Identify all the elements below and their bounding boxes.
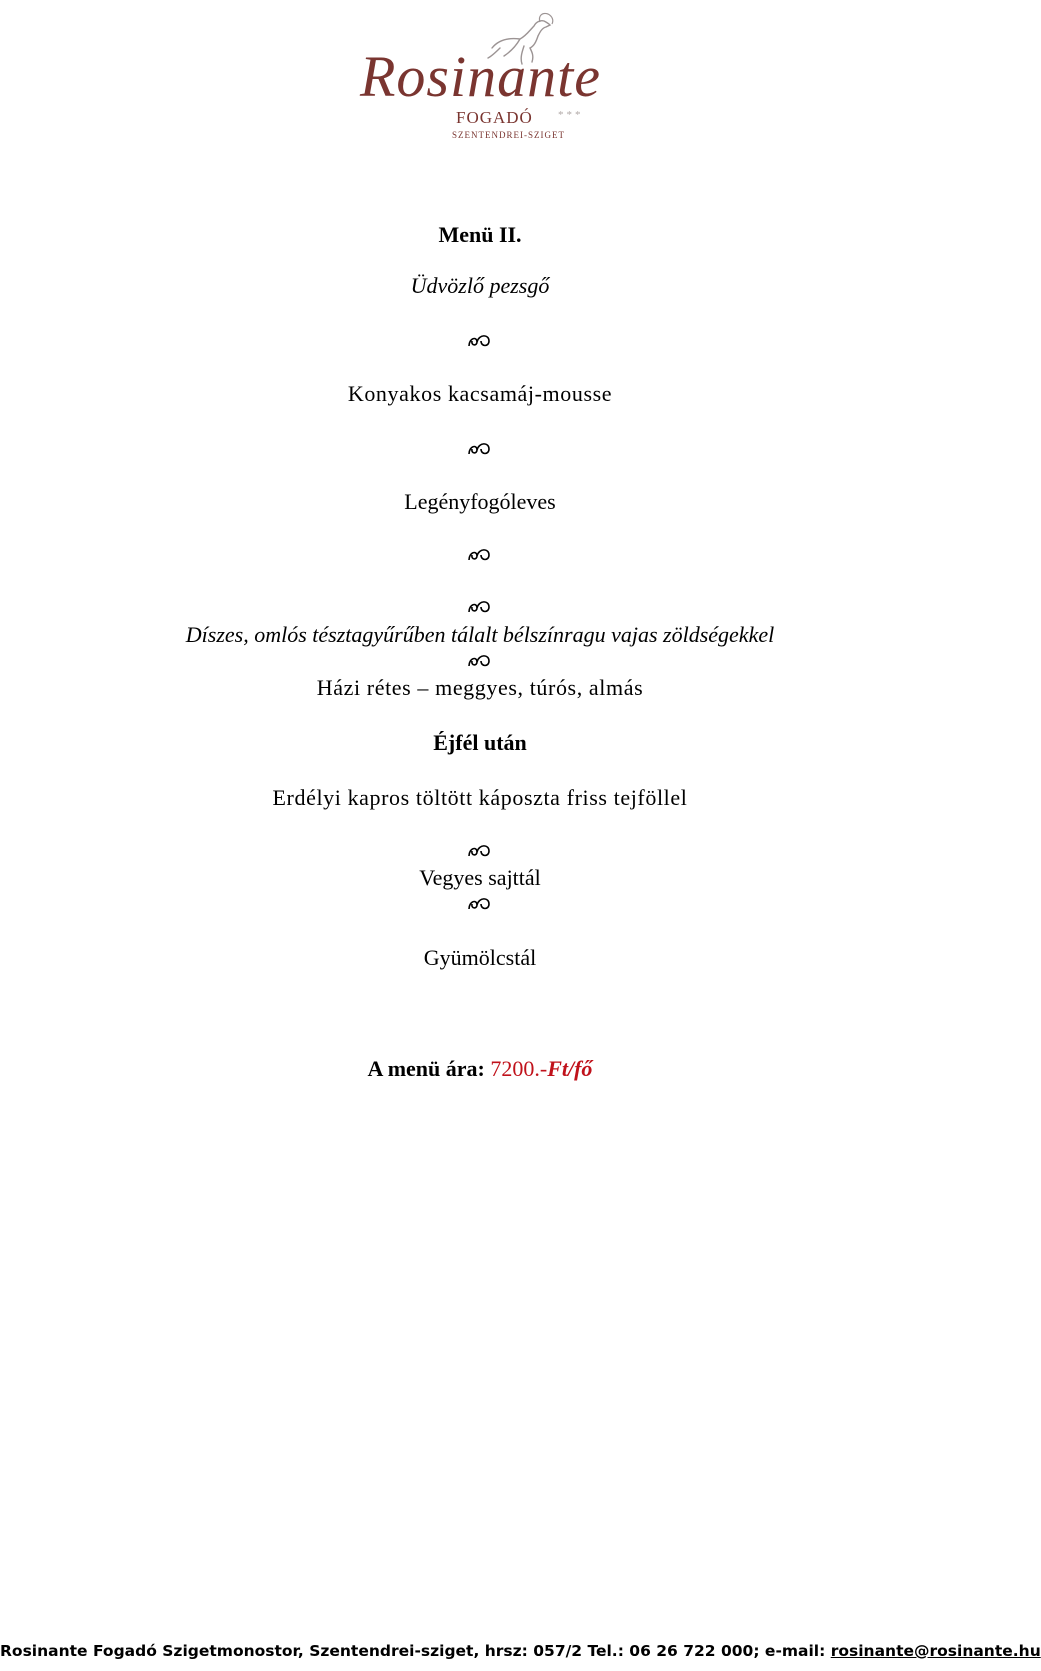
footer-address: Rosinante Fogadó Szigetmonostor, Szentendrei-sziget, hrsz: 057/2 Tel.: 06 26 722 000; e-mail: (0, 1642, 831, 1660)
ornament-divider (0, 598, 960, 618)
price-label: A menü ára: (367, 1056, 491, 1081)
course-soup: Legényfogóleves (404, 489, 556, 514)
scroll-ornament-icon (465, 440, 495, 458)
price-unit: Ft/fő (547, 1056, 593, 1081)
menu-title: Menü II. (438, 222, 522, 247)
ornament-divider (0, 842, 960, 862)
welcome-drink: Üdvözlő pezsgő (410, 273, 550, 298)
price-line (0, 1056, 960, 1082)
ornament-divider (0, 546, 960, 566)
ornament-divider (0, 895, 960, 915)
price-amount: 7200.- (490, 1056, 548, 1081)
midnight-cheese: Vegyes sajttál (419, 865, 541, 890)
footer-email-link[interactable]: rosinante@rosinante.hu (830, 1642, 1041, 1660)
logo-name: Rosinante (360, 44, 601, 109)
scroll-ornament-icon (465, 332, 495, 350)
scroll-ornament-icon (465, 895, 495, 913)
logo-place: SZENTENDREI-SZIGET (452, 130, 565, 140)
scroll-ornament-icon (465, 598, 495, 616)
scroll-ornament-icon (465, 842, 495, 860)
ornament-divider (0, 332, 960, 352)
midnight-heading: Éjfél után (433, 730, 527, 755)
logo-subtitle: FOGADÓ (456, 108, 533, 127)
midnight-fruit: Gyümölcstál (423, 945, 537, 970)
logo-stars: *** (558, 109, 584, 121)
ornament-divider (0, 440, 960, 460)
scroll-ornament-icon (465, 546, 495, 564)
ornament-divider (0, 652, 960, 672)
midnight-cabbage: Erdélyi kapros töltött káposzta friss tejföllel (272, 785, 688, 810)
course-dessert: Házi rétes – meggyes, túrós, almás (316, 675, 644, 700)
logo (360, 8, 620, 138)
course-starter: Konyakos kacsamáj-mousse (347, 381, 613, 406)
scroll-ornament-icon (465, 652, 495, 670)
course-main: Díszes, omlós tésztagyűrűben tálalt bélszínragu vajas zöldségekkel (185, 622, 775, 647)
footer (0, 1641, 1041, 1661)
